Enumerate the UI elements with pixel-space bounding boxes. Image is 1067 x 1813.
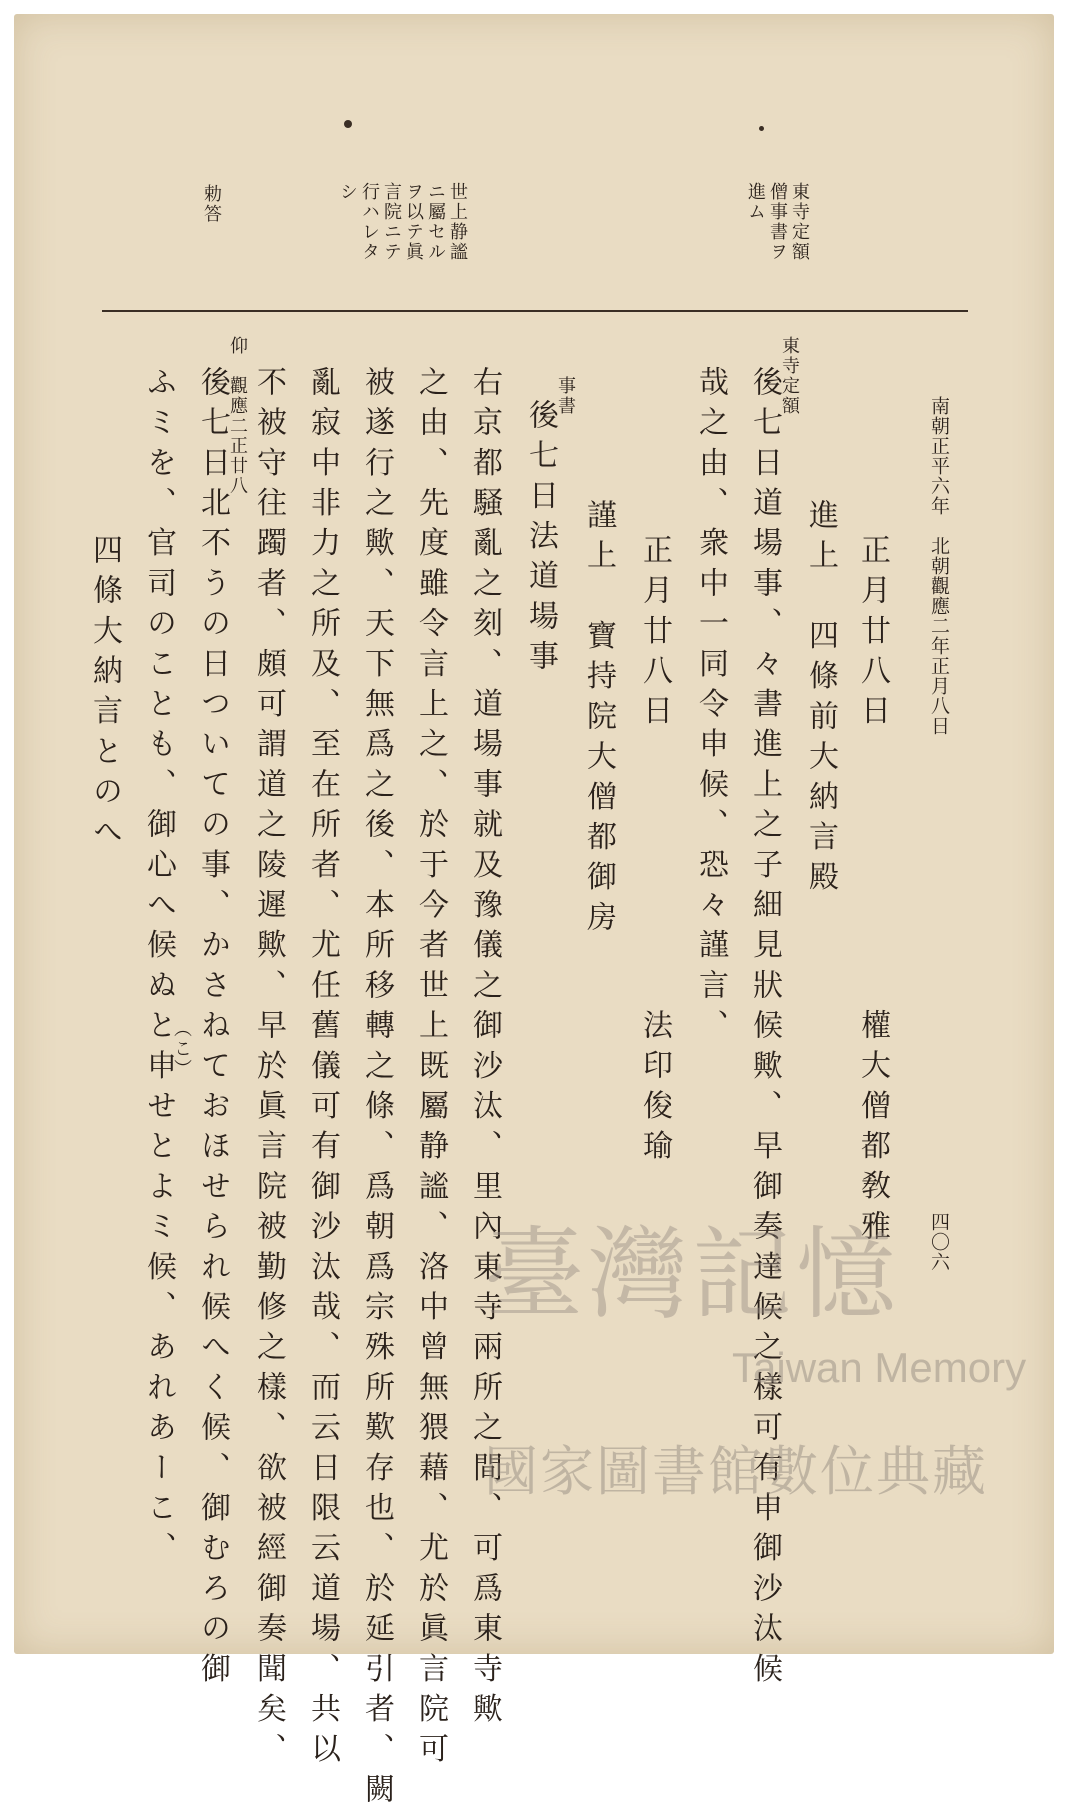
text-column: 被遂行之歟、天下無爲之後、本所移轉之條、爲朝爲宗殊所歎存也、於延引者、闕 [359,366,394,1813]
text-column: 哉之由、衆中一同令申候、恐々謹言、 [693,366,728,1050]
document-page [14,14,1054,1813]
ink-spot [759,126,764,131]
note-line: 行ハレタ [359,182,380,262]
letter-date: 正月廿八日 [855,534,890,735]
text-column: 不被守往躅者、頗可謂道之陵遲歟、早於眞言院被勤修之樣、欲被經御奏聞矣、 [251,366,286,1773]
note-line: 進ム [745,182,766,222]
watermark-english: Taiwan Memory [732,1344,1027,1391]
letter-addressee: 謹上 寶持院大僧都御房 [581,499,616,942]
note-line: 言院ニテ [381,182,402,262]
interlinear-note: 東寺定額 [779,336,800,416]
note-line: 世上静謐 [447,182,468,262]
letter-addressee: 進上 四條前大納言殿 [803,499,838,901]
note-chokuto: 勅答 [201,184,222,224]
text-column: 之由、先度雖令言上之、於于今者世上既屬静謐、洛中曾無猥藉、尤於眞言院可 [413,366,448,1773]
text-column: 亂寂中非力之所及、至在所者、尤任舊儀可有御沙汰哉、而云日限云道場、共以 [305,366,340,1773]
closing-addressee: 四條大納言とのへ [87,534,122,856]
note-line: ニ屬セル [425,182,446,262]
text-column: 後七日法道場事 [523,399,558,681]
page-number: 四〇六 [928,1212,950,1272]
letter-signature: 權大僧都敎雅 [855,1009,890,1251]
note-line: ヲ以テ眞 [403,182,424,262]
note-line: 東寺定額 [789,182,810,262]
ink-spot [344,120,352,128]
watermark-logo: 臺灣記憶 [484,1216,900,1333]
header-date: 南朝正平六年 北朝觀應二年正月八日 [928,396,950,736]
letter-date: 正月廿八日 [637,534,672,735]
interlinear-note: 事書 [555,376,576,416]
text-column: 右京都騒亂之刻、道場事就及豫儀之御沙汰、里內東寺兩所之間、可爲東寺歟 [467,366,502,1733]
interlinear-note: 仰 觀應二正廿八 [227,336,248,496]
note-toji [744,182,810,262]
text-column: ふミを、官司のことも、御心へ候ぬと申せとよミ候、あれあーこ、 [141,366,176,1572]
watermark-org: 國家圖書館數位典藏 [484,1440,988,1503]
note-seijo [336,182,468,262]
note-line: 僧事書ヲ [767,182,788,262]
interlinear-note: （こ） [171,1019,192,1079]
text-column: 後七日道場事、々書進上之子細見狀候歟、早御奏達候之樣可有申御沙汰候 [747,366,782,1693]
header-rule [102,310,968,312]
note-line: シ [337,182,358,202]
text-column: 後七日北不うの日ついての事、かさねておほせられ候へく候、御むろの御 [195,366,230,1693]
letter-signature: 法印俊瑜 [637,1009,672,1170]
